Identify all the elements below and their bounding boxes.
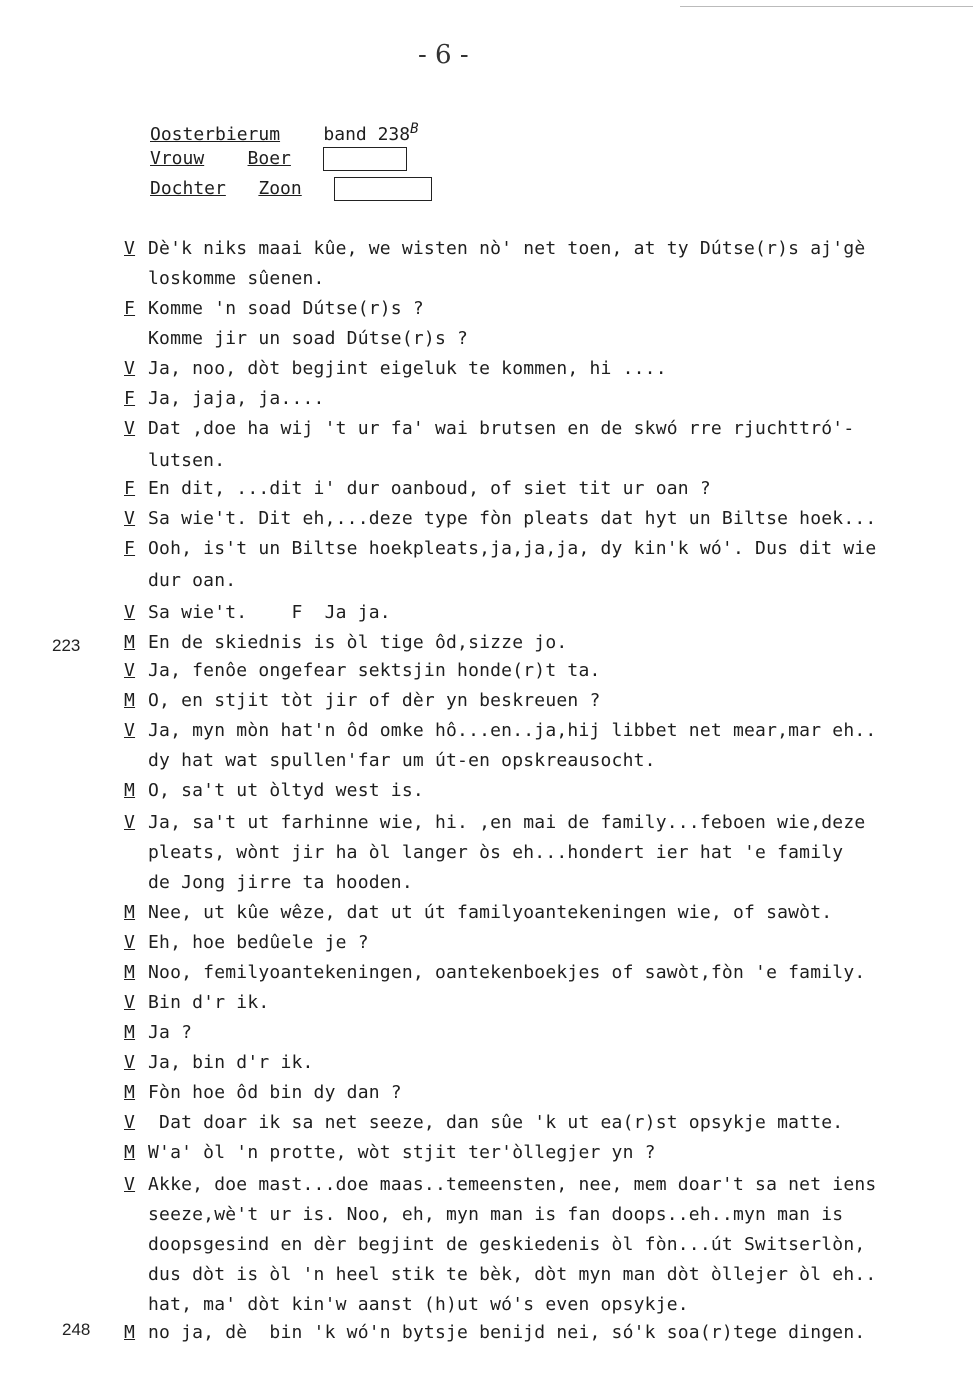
utterance-text: O, sa't ut òltyd west is. [148,780,424,801]
transcript-line [124,238,865,259]
speaker-label: M [124,690,136,711]
transcript-line [124,1294,689,1315]
transcript-line [124,1234,865,1255]
transcript-line [124,388,325,409]
utterance-text: Ja, myn mòn hat'n ôd omke hô...en..ja,hij libbet net mear,mar eh.. [148,720,877,741]
transcript-line [124,1322,865,1343]
transcript-line [124,812,865,833]
utterance-text: Noo, femilyoantekeningen, oantekenboekjes of sawòt,fòn 'e family. [148,962,866,983]
utterance-text: W'a' òl 'n protte, wòt stjit ter'òllegjer yn ? [148,1142,656,1163]
transcript-line [124,1264,876,1285]
speaker-label: V [124,932,136,953]
utterance-text: Eh, hoe bedûele je ? [148,932,369,953]
transcript-line [124,268,325,289]
utterance-text: Sa wie't. Dit eh,...deze type fòn pleats dat hyt un Biltse hoek... [148,508,877,529]
utterance-text: En de skiednis is òl tige ôd,sizze jo. [148,632,568,653]
utterance-text: Dat ,doe ha wij 't ur fa' wai brutsen en de skwó rre rjuchttró'- [148,418,855,439]
utterance-text: pleats, wònt jir ha òl langer òs eh...hondert ier hat 'e family [148,842,844,863]
transcript-line [124,418,854,439]
speaker-label: M [124,1082,136,1103]
transcript-line [124,298,424,319]
speaker-label: F [124,298,136,319]
utterance-text: doopsgesind en dèr begjint de geskiedenis òl fòn...út Switserlòn, [148,1234,866,1255]
label-vrouw: Vrouw [150,148,205,169]
utterance-text: Ja ? [148,1022,193,1043]
utterance-text: Ja, noo, dòt begjint eigeluk te kommen, hi .... [148,358,667,379]
speaker-label: V [124,508,136,529]
transcript-line [124,328,468,349]
transcript-line [124,780,424,801]
label-zoon: Zoon [258,178,302,199]
margin-note-223: 223 [52,636,81,655]
utterance-text: Nee, ut kûe wêze, dat ut út familyoantekeningen wie, of sawòt. [148,902,833,923]
speaker-label: M [124,780,136,801]
speaker-label: F [124,478,136,499]
speaker-label: M [124,962,136,983]
transcript-line [124,602,391,623]
speaker-label: V [124,812,136,833]
speaker-label: V [124,418,136,439]
utterance-text: no ja, dè bin 'k wó'n bytsje benijd nei, só'k soa(r)tege dingen. [148,1322,866,1343]
utterance-text: dus dòt is òl 'n heel stik te bèk, dòt myn man dòt òllejer òl eh.. [148,1264,877,1285]
speaker-label: M [124,1142,136,1163]
utterance-text: lutsen. [148,450,226,471]
transcript-line [124,450,225,471]
transcript-line [124,508,876,529]
speaker-label: V [124,660,136,681]
header-row-2 [150,144,407,174]
checkbox-box-2 [334,177,432,201]
speaker-label: V [124,602,136,623]
transcript-line [124,720,876,741]
transcript-line [124,538,876,559]
transcript-line [124,1112,843,1133]
transcript-line [124,1204,843,1225]
transcript-line [124,1052,314,1073]
utterance-text: Fòn hoe ôd bin dy dan ? [148,1082,402,1103]
checkbox-box-1 [323,147,407,171]
utterance-text: Ja, jaja, ja.... [148,388,325,409]
utterance-text: En dit, ...dit i' dur oanboud, of siet tit ur oan ? [148,478,711,499]
transcript-line [124,992,269,1013]
speaker-label: V [124,358,136,379]
transcript-line [124,478,711,499]
utterance-text: seeze,wè't ur is. Noo, eh, myn man is fan doops..eh..myn man is [148,1204,844,1225]
transcript-line [124,902,832,923]
speaker-label: M [124,632,136,653]
transcript-line [124,690,601,711]
label-dochter: Dochter [150,178,226,199]
speaker-label: M [124,902,136,923]
speaker-label: F [124,538,136,559]
transcript-line [124,962,865,983]
transcript-line [124,660,601,681]
speaker-label: V [124,1174,136,1195]
utterance-text: Akke, doe mast...doe maas..temeensten, nee, mem doar't sa net iens [148,1174,877,1195]
transcript-line [124,1082,402,1103]
utterance-text: Bin d'r ik. [148,992,270,1013]
transcript-line [124,632,567,653]
transcript-line [124,570,236,591]
margin-note-248: 248 [62,1320,91,1339]
utterance-text: Ooh, is't un Biltse hoekpleats,ja,ja,ja, dy kin'k wó'. Dus dit wie [148,538,877,559]
band-suffix: B [410,121,419,137]
utterance-text: Sa wie't. F Ja ja. [148,602,391,623]
utterance-text: Dè'k niks maai kûe, we wisten nò' net toen, at ty Dútse(r)s aj'gè [148,238,866,259]
transcript-line [124,1142,656,1163]
top-rule [680,6,973,7]
page-number: - 6 - [418,40,469,70]
utterance-text: loskomme sûenen. [148,268,325,289]
transcript-line [124,1174,876,1195]
transcript-line [124,358,667,379]
utterance-text: dy hat wat spullen'far um út-en opskreausocht. [148,750,656,771]
header-row-3 [150,174,432,204]
transcript-line [124,842,843,863]
utterance-text: Komme 'n soad Dútse(r)s ? [148,298,424,319]
speaker-label: V [124,1052,136,1073]
utterance-text: dur oan. [148,570,237,591]
transcript-line [124,1022,192,1043]
transcript-line [124,750,656,771]
band-label: band 238 [323,124,411,145]
utterance-text: Ja, fenôe ongefear sektsjin honde(r)t ta. [148,660,601,681]
place-name: Oosterbierum [150,124,281,145]
speaker-label: F [124,388,136,409]
utterance-text: Dat doar ik sa net seeze, dan sûe 'k ut ea(r)st opsykje matte. [148,1112,844,1133]
utterance-text: Ja, bin d'r ik. [148,1052,314,1073]
utterance-text: de Jong jirre ta hooden. [148,872,413,893]
utterance-text: Ja, sa't ut farhinne wie, hi. ,en mai de family...feboen wie,deze [148,812,866,833]
speaker-label: V [124,238,136,259]
speaker-label: M [124,1322,136,1343]
speaker-label: M [124,1022,136,1043]
speaker-label: V [124,720,136,741]
utterance-text: hat, ma' dòt kin'w aanst (h)ut wó's even opsykje. [148,1294,689,1315]
utterance-text: O, en stjit tòt jir of dèr yn beskreuen ? [148,690,601,711]
transcript-line [124,932,369,953]
speaker-label: V [124,1112,136,1133]
speaker-label: V [124,992,136,1013]
transcript-line [124,872,413,893]
utterance-text: Komme jir un soad Dútse(r)s ? [148,328,469,349]
label-boer: Boer [247,148,291,169]
